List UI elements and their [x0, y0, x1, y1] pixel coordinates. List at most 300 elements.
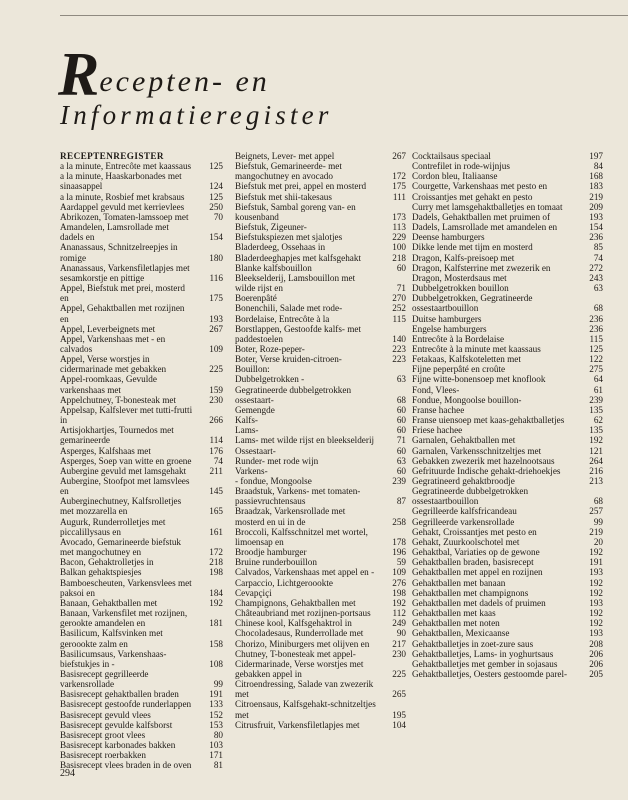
entry-page: 109 — [209, 343, 223, 354]
entry-page: 250 — [209, 201, 223, 212]
index-entry — [60, 689, 223, 699]
entry-text: Basilicum, Kalfsvinken met geroookte zalm en — [60, 628, 163, 649]
entry-text: Biefstukspiezen met sjalotjes — [235, 232, 343, 243]
entry-text: Cordon bleu, Italiaanse — [412, 171, 498, 182]
entry-page: 191 — [589, 557, 603, 568]
entry-text: Basisrecept roerbakken — [60, 750, 146, 761]
entry-page: 64 — [593, 374, 603, 385]
entry-text: Gehaktballetjes, Oesters gestoomde parel- — [412, 668, 568, 679]
index-entry — [235, 466, 406, 476]
entry-text: Fondue, Mongoolse bouillon- — [412, 394, 522, 405]
entry-text: Citroensaus, Kalfsgehakt-schnitzeltjes met — [235, 699, 376, 720]
index-entry — [235, 242, 406, 252]
entry-page: 80 — [213, 729, 223, 740]
index-entry — [412, 435, 603, 445]
entry-text: Ossestaart- — [235, 445, 276, 456]
entry-page: 184 — [209, 587, 223, 598]
index-entry — [412, 242, 603, 252]
index-entry — [412, 425, 603, 435]
entry-text: Artisjokhartjes, Tournedos met gemarineerde — [60, 425, 174, 446]
index-entry — [60, 171, 223, 191]
index-entry — [412, 374, 603, 384]
entry-text: Runder- met rode wijn — [235, 455, 319, 466]
entry-page: 121 — [589, 445, 603, 456]
index-entry — [412, 669, 603, 679]
register-heading: RECEPTENREGISTER — [60, 151, 164, 161]
index-entry — [412, 334, 603, 344]
index-column-2 — [235, 151, 406, 730]
entry-page: 135 — [589, 425, 603, 436]
entry-text: Entrecôte à la minute met kaassaus — [412, 343, 541, 354]
index-entry — [60, 354, 223, 374]
index-entry — [235, 415, 406, 425]
index-entry — [412, 222, 603, 232]
entry-text: Basisrecept gegrilleerde varkensrollade — [60, 668, 149, 690]
entry-page: 84 — [593, 161, 603, 172]
index-entry — [60, 303, 223, 323]
index-entry — [412, 151, 603, 161]
entry-text: Calvados, Varkenshaas met appel en - — [235, 567, 375, 578]
index-entry — [60, 720, 223, 730]
entry-page: 172 — [209, 547, 223, 558]
entry-text: Gehaktballen met champignons — [412, 587, 529, 598]
index-entry — [235, 151, 406, 161]
entry-text: Dragon, Kalfsterrine met zwezerik en — [412, 262, 551, 273]
entry-text: Broccoli, Kalfsschnitzel met wortel, limoensap en — [235, 526, 368, 547]
entry-text: Auberginechutney, Kalfsrolletjes met mozzarella en — [60, 496, 182, 517]
entry-page: 236 — [589, 323, 603, 334]
index-entry — [235, 354, 406, 364]
entry-page: 159 — [209, 384, 223, 395]
entry-page: 236 — [589, 232, 603, 243]
index-entry — [60, 456, 223, 466]
entry-page: 108 — [209, 658, 223, 669]
entry-text: Basisrecept gevulde kalfsborst — [60, 719, 173, 730]
entry-page: 239 — [392, 476, 406, 486]
entry-text: Varkens- — [235, 465, 268, 476]
index-entry — [412, 578, 603, 588]
entry-text: Dubbelgetrokken bouillon — [412, 283, 509, 294]
entry-text: Gegratineerd gehaktbroodje — [412, 476, 515, 486]
index-entry — [412, 517, 603, 527]
entry-text: Appel, Verse worstjes in cidermarinade met gebakken — [60, 354, 167, 375]
index-entry — [412, 415, 603, 425]
index-entry — [412, 547, 603, 557]
entry-page: 74 — [593, 252, 603, 263]
index-entry — [235, 232, 406, 242]
index-entry — [235, 567, 406, 577]
entry-page: 206 — [589, 648, 603, 659]
index-entry — [60, 425, 223, 445]
title-initial: R — [58, 41, 100, 109]
entry-page: 153 — [209, 719, 223, 730]
index-entry — [412, 273, 603, 283]
index-entry — [60, 334, 223, 354]
top-rule — [60, 15, 628, 16]
entry-text: Basisrecept karbonades bakken — [60, 740, 176, 751]
index-entry — [235, 720, 406, 730]
entry-page: 114 — [209, 435, 223, 446]
index-entry — [235, 303, 406, 313]
entry-text: Gehaktballen met dadels of pruimen — [412, 597, 546, 608]
entry-page: 109 — [392, 567, 406, 578]
index-entry — [235, 192, 406, 202]
entry-page: 225 — [392, 668, 406, 679]
entry-page: 165 — [209, 506, 223, 517]
entry-page: 198 — [209, 567, 223, 578]
entry-text: Basisrecept gevuld vlees — [60, 709, 151, 720]
entry-page: 219 — [589, 526, 603, 537]
index-entry — [235, 222, 406, 232]
index-entry — [412, 446, 603, 456]
entry-text: Friese hachee — [412, 425, 463, 436]
index-entry — [235, 293, 406, 303]
index-entry — [235, 435, 406, 445]
index-entry — [235, 456, 406, 466]
entry-text: Gebakken zwezerik met hazelnootsaus — [412, 455, 555, 466]
index-entry — [412, 385, 603, 395]
entry-text: Curry met lamsgehaktballetjes en tomaat — [412, 201, 563, 212]
entry-page: 225 — [209, 364, 223, 375]
entry-text: Basisrecept gestoofde runderlappen — [60, 699, 192, 710]
index-entry — [235, 273, 406, 293]
index-entry — [412, 557, 603, 567]
index-entry — [412, 608, 603, 618]
entry-text: Gehaktballen met kaas — [412, 608, 496, 619]
entry-page: 135 — [589, 404, 603, 415]
entry-page: 265 — [392, 689, 406, 700]
entry-text: Basilicumsaus, Varkenshaas-biefstukjes in - — [60, 648, 167, 669]
index-entry — [412, 659, 603, 669]
index-entry — [60, 649, 223, 669]
entry-page: 104 — [392, 719, 406, 730]
index-entry — [235, 649, 406, 659]
index-entry — [412, 324, 603, 334]
entry-text: Bruine runderbouillon — [235, 557, 317, 568]
entry-text: Châteaubriand met rozijnen-portsaus — [235, 608, 371, 619]
entry-text: Appel, Leverbeignets met — [60, 323, 156, 334]
entry-page: 103 — [209, 740, 223, 751]
entry-page: 62 — [593, 415, 603, 426]
entry-text: Dragon, Mosterdsaus met — [412, 272, 507, 283]
index-entry — [60, 283, 223, 303]
entry-page: 63 — [396, 374, 406, 385]
index-entry — [412, 283, 603, 293]
entry-page: 125 — [209, 161, 223, 172]
entry-page: 172 — [392, 171, 406, 182]
index-entry — [60, 202, 223, 212]
index-entry — [412, 639, 603, 649]
index-entry — [60, 496, 223, 516]
entry-text: Gehaktballetjes in zoet-zure saus — [412, 638, 534, 649]
entry-page: 63 — [593, 283, 603, 294]
entry-page: 193 — [589, 211, 603, 222]
entry-text: - fondue, Mongoolse — [235, 476, 312, 486]
entry-text: Basisrecept groot vlees — [60, 729, 146, 740]
index-entry — [235, 578, 406, 588]
entry-text: a la minute, Rosbief met krabsaus — [60, 191, 185, 202]
entry-text: Citroendressing, Salade van zwezerik met — [235, 679, 374, 700]
entry-page: 61 — [593, 384, 603, 395]
index-entry — [412, 506, 603, 516]
entry-text: Biefstuk, Gemarineerde- met mangochutney en avocado — [235, 161, 342, 182]
entry-text: Biefstuk, Sambal goreng van- en kousenband — [235, 201, 356, 222]
entry-page: 173 — [392, 211, 406, 222]
entry-text: Bladerdeeghapjes met kalfsgehakt — [235, 252, 362, 263]
entry-text: Beignets, Lever- met appel — [235, 151, 335, 161]
entry-text: Franse uiensoep met kaas-gehaktballetjes — [412, 415, 565, 426]
index-entry — [60, 669, 223, 689]
entry-text: Aubergine gevuld met lamsgehakt — [60, 465, 187, 476]
entry-page: 266 — [209, 415, 223, 426]
title-rest: ecepten- en — [99, 65, 270, 98]
index-entry — [235, 679, 406, 699]
entry-page: 230 — [392, 648, 406, 659]
entry-text: Carpaccio, Lichtgeroookte — [235, 577, 333, 588]
entry-page: 60 — [396, 415, 406, 426]
index-entry — [235, 374, 406, 384]
entry-text: Gehaktballen met noten — [412, 618, 500, 629]
entry-text: Gegrilleerde kalfsfricandeau — [412, 506, 517, 517]
entry-page: 145 — [209, 486, 223, 497]
entry-text: Biefstuk met prei, appel en mosterd — [235, 181, 367, 192]
entry-page: 191 — [209, 689, 223, 700]
index-entry — [60, 263, 223, 283]
entry-page: 272 — [589, 262, 603, 273]
index-entry — [412, 456, 603, 466]
entry-text: Asperges, Kalfshaas met — [60, 445, 151, 456]
entry-text: a la minute, Haaskarbonades met sinaasappel — [60, 171, 182, 192]
entry-page: 264 — [589, 455, 603, 466]
entry-text: Basisrecept vlees braden in de oven — [60, 760, 192, 771]
entry-page: 161 — [209, 526, 223, 537]
entry-page: 60 — [396, 404, 406, 415]
index-entry — [60, 212, 223, 222]
index-entry — [235, 588, 406, 598]
entry-text: Bouillon: — [235, 364, 270, 375]
index-entry — [60, 750, 223, 760]
index-entry — [235, 557, 406, 567]
entry-page: 229 — [392, 232, 406, 243]
entry-page: 176 — [209, 445, 223, 456]
entry-page: 193 — [589, 597, 603, 608]
entry-page: 239 — [589, 394, 603, 405]
entry-page: 195 — [392, 709, 406, 720]
entry-text: Gegratineerde dubbelgetrokken ossestaart- — [235, 384, 352, 405]
entry-page: 223 — [392, 343, 406, 354]
entry-page: 198 — [392, 587, 406, 598]
entry-page: 180 — [209, 252, 223, 263]
entry-text: Fijne peperpâté en croûte — [412, 364, 506, 375]
entry-page: 206 — [589, 658, 603, 669]
entry-page: 192 — [392, 597, 406, 608]
entry-page: 85 — [593, 242, 603, 253]
index-entry — [60, 405, 223, 425]
entry-text: Garnalen, Varkensschnitzeltjes met — [412, 445, 542, 456]
entry-text: Balkan gehaktspiesjes — [60, 567, 142, 578]
index-entry — [60, 466, 223, 476]
entry-text: Banaan, Varkensfilet met rozijnen, gerookte amandelen en — [60, 608, 188, 629]
entry-page: 218 — [392, 252, 406, 263]
entry-text: Dragon, Kalfs-preisoep met — [412, 252, 515, 263]
entry-text: Chorizo, Miniburgers met olijven en — [235, 638, 370, 649]
entry-page: 243 — [589, 272, 603, 283]
index-entry — [412, 567, 603, 577]
entry-page: 208 — [589, 638, 603, 649]
entry-text: Biefstuk met shii-takesaus — [235, 191, 332, 202]
entry-page: 124 — [209, 181, 223, 192]
entry-text: Courgette, Varkenshaas met pesto en — [412, 181, 548, 192]
entry-page: 115 — [589, 333, 603, 344]
entry-page: 90 — [396, 628, 406, 639]
index-entry — [235, 202, 406, 222]
index-entry — [60, 395, 223, 405]
entry-text: Braadzak, Varkensrollade met mosterd en ui in de — [235, 506, 346, 527]
entry-page: 178 — [392, 536, 406, 547]
entry-page: 216 — [589, 465, 603, 476]
entry-page: 168 — [589, 171, 603, 182]
entry-text: Appel-roomkaas, Gevulde varkenshaas met — [60, 374, 157, 395]
entry-page: 60 — [396, 465, 406, 476]
entry-text: Abrikozen, Tomaten-lamssoep met — [60, 211, 189, 222]
entry-page: 158 — [209, 638, 223, 649]
entry-text: Augurk, Runderrolletjes met piccalillysaus en — [60, 516, 166, 537]
entry-text: Gehaktballen met banaan — [412, 577, 506, 588]
entry-page: 125 — [209, 191, 223, 202]
entry-page: 223 — [392, 354, 406, 365]
entry-page: 213 — [589, 476, 603, 486]
entry-text: Broodje hamburger — [235, 547, 307, 558]
index-entry — [235, 253, 406, 263]
entry-page: 63 — [396, 455, 406, 466]
index-entry — [235, 385, 406, 405]
index-entry — [412, 618, 603, 628]
index-entry — [235, 628, 406, 638]
entry-text: Bonenchili, Salade met rode- — [235, 303, 343, 314]
index-entry — [60, 517, 223, 537]
entry-page: 196 — [392, 547, 406, 558]
index-entry — [60, 324, 223, 334]
entry-page: 154 — [589, 222, 603, 233]
entry-page: 99 — [213, 679, 223, 690]
entry-text: Gefrituurde Indische gehakt-driehoekjes — [412, 465, 561, 476]
entry-text: Engelse hamburgers — [412, 323, 487, 334]
index-entry — [412, 588, 603, 598]
entry-text: Kalfs- — [235, 415, 258, 426]
entry-page: 181 — [209, 618, 223, 629]
index-column-1 — [60, 151, 223, 771]
index-entry — [60, 608, 223, 628]
entry-page: 197 — [589, 151, 603, 161]
index-entry — [412, 293, 603, 313]
index-entry — [235, 659, 406, 679]
entry-text: Appelsap, Kalfslever met tutti-frutti in — [60, 404, 193, 426]
entry-text: Cidermarinade, Verse worstjes met gebakken appel in — [235, 658, 364, 679]
entry-page: 152 — [209, 709, 223, 720]
index-entry — [412, 476, 603, 486]
entry-text: Gehaktballetjes met gember in sojasaus — [412, 658, 558, 669]
index-entry — [412, 161, 603, 171]
entry-page: 125 — [589, 343, 603, 354]
index-entry — [412, 628, 603, 638]
entry-page: 68 — [396, 394, 406, 405]
index-entry — [412, 537, 603, 547]
entry-text: Fijne witte-bonensoep met knoflook — [412, 374, 546, 385]
entry-text: Cevapçiçi — [235, 587, 272, 598]
entry-text: Borstlappen, Gestoofde kalfs- met paddestoelen — [235, 323, 362, 344]
entry-text: Dadels, Lamsrollade met amandelen en — [412, 222, 558, 233]
entry-text: Gehaktbal, Variaties op de gewone — [412, 547, 540, 558]
entry-text: Garnalen, Gehaktballen met — [412, 435, 516, 446]
entry-page: 100 — [392, 242, 406, 253]
entry-text: Fond, Vlees- — [412, 384, 460, 395]
entry-page: 115 — [392, 313, 406, 324]
entry-page: 133 — [209, 699, 223, 710]
entry-text: Chocoladesaus, Runderrollade met — [235, 628, 364, 639]
entry-page: 81 — [213, 760, 223, 771]
entry-text: Bacon, Gehaktrolletjes in — [60, 557, 154, 568]
entry-page: 276 — [392, 577, 406, 588]
index-entry — [235, 161, 406, 181]
entry-page: 111 — [392, 191, 406, 202]
entry-page: 122 — [589, 354, 603, 365]
index-entry — [60, 710, 223, 720]
entry-text: Banaan, Gehaktballen met — [60, 597, 158, 608]
entry-page: 175 — [209, 293, 223, 304]
index-entry — [60, 628, 223, 648]
entry-page: 60 — [396, 262, 406, 273]
entry-text: Champignons, Gehaktballen met — [235, 597, 356, 608]
index-entry — [412, 192, 603, 202]
index-entry — [60, 537, 223, 557]
entry-text: Bladerdeeg, Ossehaas in — [235, 242, 326, 253]
entry-text: a la minute, Entrecôte met kaassaus — [60, 161, 192, 172]
entry-text: Lams- — [235, 425, 259, 436]
page-subtitle: Informatieregister — [60, 100, 333, 130]
entry-text: Gegratineerde dubbelgetrokken ossestaartbouillon — [412, 486, 529, 507]
entry-text: Citrusfruit, Varkensfiletlapjes met — [235, 719, 360, 730]
index-entry — [60, 740, 223, 750]
index-entry — [412, 405, 603, 415]
entry-text: Dikke lende met tijm en mosterd — [412, 242, 533, 253]
entry-page: 71 — [396, 435, 406, 446]
entry-page: 192 — [589, 608, 603, 619]
entry-text: Ananassaus, Schnitzelreepjes in romige — [60, 242, 178, 263]
index-entry — [412, 364, 603, 374]
index-entry — [412, 598, 603, 608]
entry-text: Duitse hamburgers — [412, 313, 482, 324]
entry-text: Gehakt, Zuurkoolschotel met — [412, 536, 520, 547]
index-entry — [412, 263, 603, 273]
entry-page: 183 — [589, 181, 603, 192]
entry-text: Dadels, Gehaktballen met pruimen of — [412, 211, 551, 222]
index-entry — [235, 405, 406, 415]
entry-text: Gehaktballen met appel en rozijnen — [412, 567, 543, 578]
index-entry — [60, 192, 223, 202]
entry-page: 267 — [392, 151, 406, 161]
index-entry — [412, 171, 603, 181]
index-entry — [60, 557, 223, 567]
entry-text: Gehaktballen, Mexicaanse — [412, 628, 510, 639]
index-entry — [60, 446, 223, 456]
entry-page: 219 — [589, 191, 603, 202]
entry-text: Contrefilet in rode-wijnjus — [412, 161, 510, 172]
entry-text: Cocktailsaus speciaal — [412, 151, 491, 161]
entry-page: 74 — [213, 455, 223, 466]
index-entry — [235, 618, 406, 628]
entry-page: 205 — [589, 668, 603, 679]
index-entry — [60, 699, 223, 709]
